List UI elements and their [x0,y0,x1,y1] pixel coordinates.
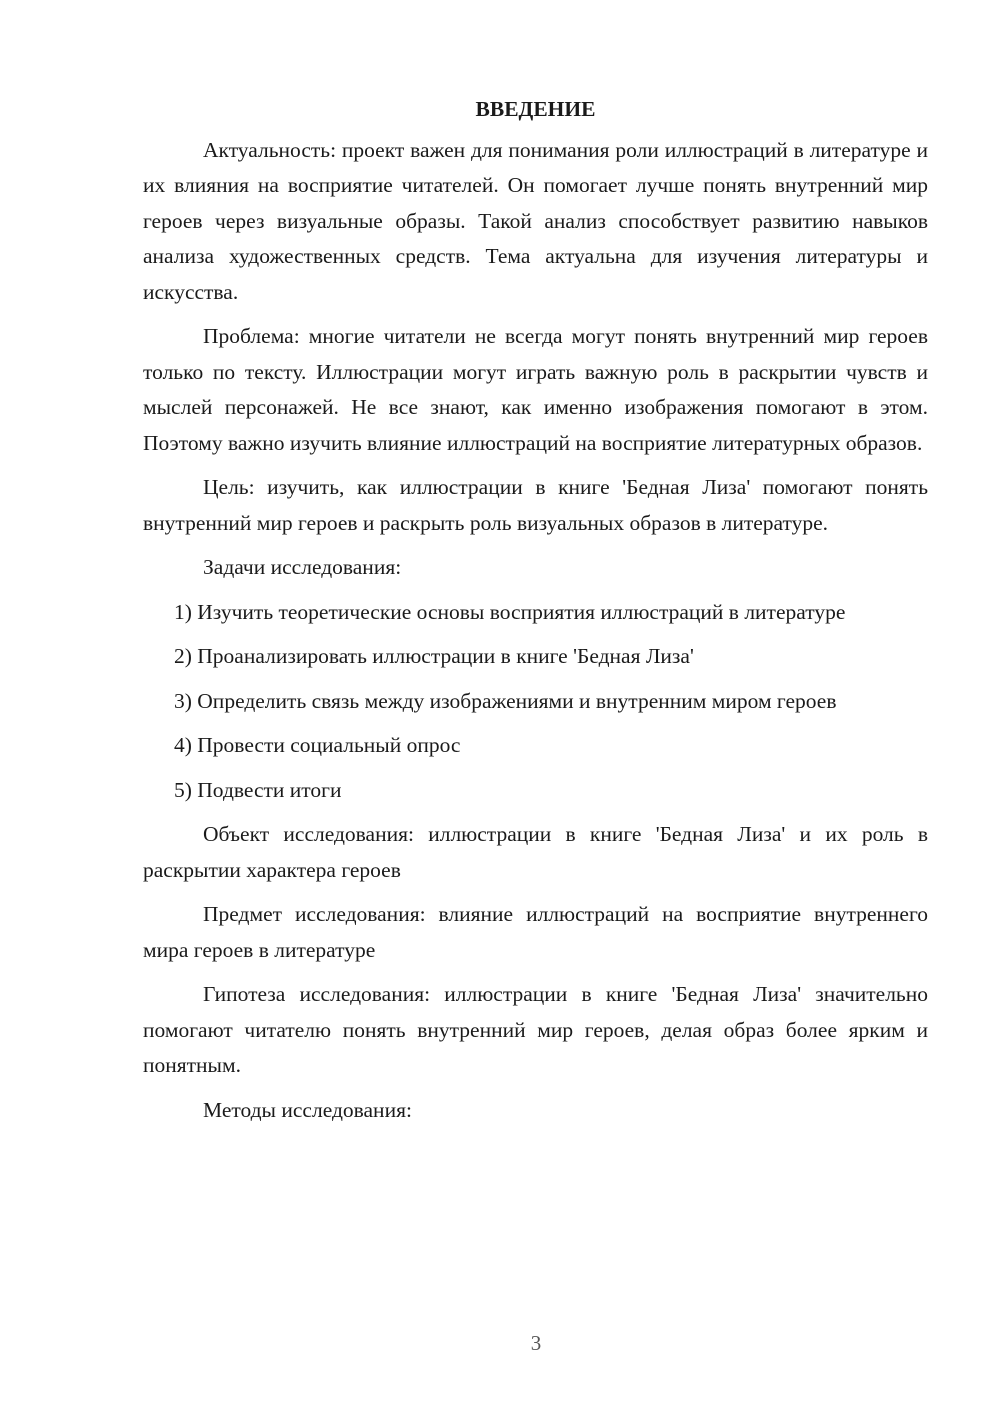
paragraph-hypothesis: Гипотеза исследования: иллюстрации в книге 'Бедная Лиза' значительно помогают читателю понять внутренний мир героев, делая образ более ярким и понятным. [143,982,928,1077]
paragraph-methods: Методы исследования: [203,1097,412,1122]
paragraph-subject: Предмет исследования: влияние иллюстраций на восприятие внутреннего мира героев в литературе [143,902,928,962]
task-item-4: 4) Провести социальный опрос [174,733,461,757]
paragraph-object: Объект исследования: иллюстрации в книге 'Бедная Лиза' и их роль в раскрытии характера героев [143,822,928,882]
task-item-2: 2) Проанализировать иллюстрации в книге 'Бедная Лиза' [174,644,694,668]
task-item-3: 3) Определить связь между изображениями и внутренним миром героев [174,688,837,713]
document-page [143,92,928,1137]
page-number: 3 [530,1331,542,1355]
paragraph-relevance: Актуальность: проект важен для понимания роли иллюстраций в литературе и их влияния на восприятие читателей. Он помогает лучше понять внутренний мир героев через визуальные образы. Такой анализ способствует развитию навыков анализа художественных средств. Тема актуальна для изучения литературы и искусства. [143,137,928,304]
task-item-1: 1) Изучить теоретические основы восприятия иллюстраций в литературе [174,599,846,624]
task-item-5: 5) Подвести итоги [174,777,342,802]
paragraph-tasks-heading: Задачи исследования: [203,555,402,579]
paragraph-problem: Проблема: многие читатели не всегда могут понять внутренний мир героев только по тексту. Иллюстрации могут играть важную роль в раскрытии чувств и мыслей персонажей. Не все знают, как именно изображения помогают в этом. Поэтому важно изучить влияние иллюстраций на восприятие литературных образов. [143,324,928,455]
paragraph-goal: Цель: изучить, как иллюстрации в книге 'Бедная Лиза' помогают понять внутренний мир героев и раскрыть роль визуальных образов в литературе. [143,475,928,535]
section-title: ВВЕДЕНИЕ [475,97,596,121]
